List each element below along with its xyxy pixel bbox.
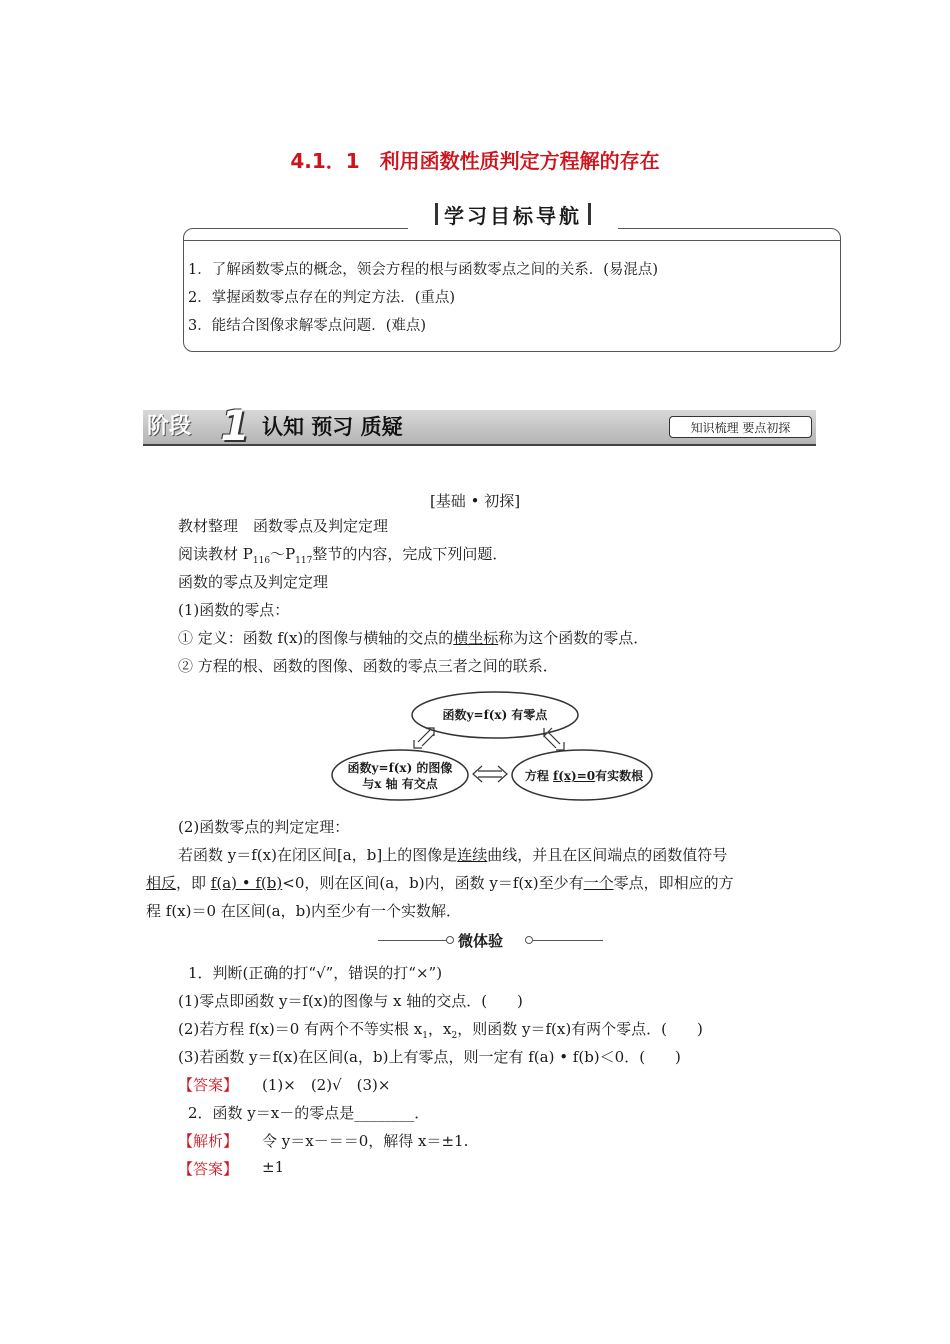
stage-title: 认知 预习 质疑: [262, 415, 403, 439]
question-1-2: (2)若方程 f(x)＝0 有两个不等实根 $x_1$，$x_2$，则函数 y＝f(x)有两个零点．( ): [178, 1020, 703, 1041]
double-arrow-left-icon: [414, 728, 434, 748]
dot-left-icon: [446, 936, 454, 944]
relation-diagram: [330, 690, 660, 809]
subheading: 函数的零点及判定定理: [178, 573, 329, 591]
subheading-zero: (1)函数的零点：: [178, 601, 290, 619]
question-1-3: (3)若函数 y＝f(x)在区间(a，b)上有零点，则一定有 f(a) • f(b)＜0．( ): [178, 1048, 681, 1066]
double-arrow-horizontal-icon: [473, 766, 507, 782]
theorem-line-2: 相反，即 f(a) • f(b)<0，则在区间(a，b)内，函数 y＝f(x)至少有一个零点，即相应的方: [146, 874, 734, 892]
practice-header: 微体验: [458, 932, 504, 950]
section-heading: 教材整理 函数零点及判定定理: [178, 517, 389, 535]
divider-right: [533, 940, 603, 941]
relation-line: ② 方程的根、函数的图像、函数的零点三者之间的联系．: [178, 657, 558, 675]
answer-2: ±1: [262, 1158, 285, 1176]
divider-left: [378, 940, 448, 941]
question-1-1: (1)零点即函数 y＝f(x)的图像与 x 轴的交点．( ): [178, 992, 523, 1010]
bracket-bar-icon: [435, 203, 438, 225]
theorem-line-1: 若函数 y＝f(x)在闭区间[a，b]上的图像是连续曲线，并且在区间端点的函数值符号: [178, 846, 728, 864]
reading-instruction: 阅读教材 $P_{116}\sim P_{117}$整节的内容，完成下列问题．: [178, 545, 508, 566]
theorem-line-3: 程 f(x)＝0 在区间(a，b)内至少有一个实数解．: [146, 902, 462, 920]
definition-line: ① 定义：函数 f(x)的图像与横轴的交点的横坐标称为这个函数的零点．: [178, 629, 649, 647]
theorem-heading: (2)函数零点的判定定理：: [178, 818, 350, 836]
goal-item: 2．掌握函数零点存在的判定方法．(重点): [188, 290, 456, 306]
section-header: [基础 • 初探]: [429, 492, 521, 510]
answer-1: (1)× (2)√ (3)×: [262, 1076, 391, 1094]
answer-label: 【答案】: [178, 1076, 239, 1094]
stage-label: 阶段: [147, 414, 192, 439]
page-title: 4.1．1 利用函数性质判定方程解的存在: [290, 149, 660, 173]
learning-goals-title: 学习目标导航: [444, 203, 582, 228]
bracket-bar-icon: [588, 203, 591, 225]
goal-item: 1．了解函数零点的概念，领会方程的根与函数零点之间的关系．(易混点): [188, 262, 659, 278]
question-2: 2．函数 y＝x－的零点是________．: [188, 1104, 430, 1122]
dot-right-icon: [525, 936, 533, 944]
analysis-2: 令 y＝x－＝＝0，解得 x＝±1.: [262, 1132, 469, 1150]
diagram-top-label: 函数y=f(x) 有零点: [442, 708, 548, 722]
answer-label: 【答案】: [178, 1160, 239, 1178]
learning-goals-header: [408, 198, 618, 230]
analysis-label: 【解析】: [178, 1132, 239, 1150]
question-1: 1．判断(正确的打“√”，错误的打“×”): [188, 964, 443, 982]
diagram-right-label: 方程 f(x)=0有实数根: [524, 769, 644, 783]
goals-divider: [183, 240, 841, 241]
diagram-left-label: 函数y=f(x) 的图像 与x 轴 有交点: [347, 761, 453, 791]
stage-tag: 知识梳理 要点初探: [669, 416, 812, 438]
goal-item: 3．能结合图像求解零点问题．(难点): [188, 318, 427, 334]
stage-number: 1: [220, 401, 250, 450]
